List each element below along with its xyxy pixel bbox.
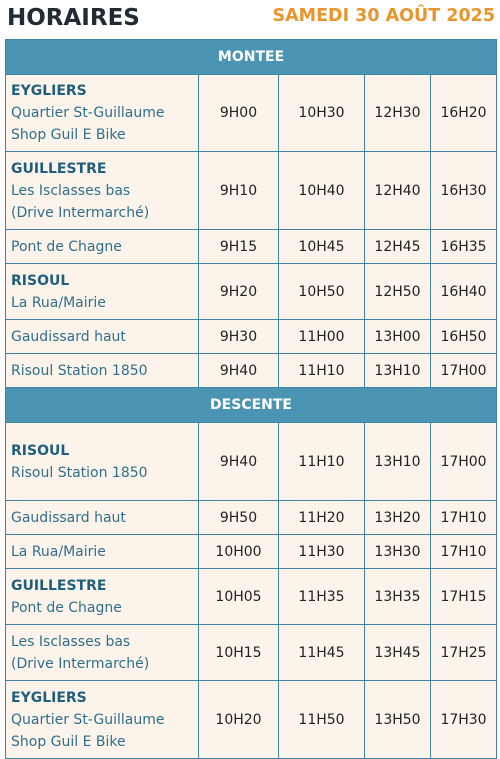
departure-time: 13H30: [365, 535, 431, 569]
departure-time: 9H40: [199, 423, 279, 501]
stop-town: GUILLESTRE: [11, 577, 107, 594]
stop-cell: [6, 152, 199, 230]
table-row: [6, 354, 497, 388]
stop-name: Shop Guil E Bike: [11, 733, 126, 750]
stop-cell: [6, 320, 199, 354]
section-header-row: [6, 388, 497, 423]
stop-name: Risoul Station 1850: [11, 464, 148, 481]
stop-name: Quartier St-Guillaume: [11, 711, 165, 728]
stop-town: EYGLIERS: [11, 83, 87, 99]
departure-time: 16H50: [431, 320, 497, 354]
schedule-body: [6, 40, 497, 759]
departure-time: 9H40: [199, 354, 279, 388]
departure-time: 9H30: [199, 320, 279, 354]
table-row: [6, 152, 497, 230]
stop-name: Gaudissard haut: [11, 328, 126, 345]
table-row: [6, 264, 497, 320]
departure-time: 13H35: [365, 569, 431, 625]
departure-time: 11H20: [279, 501, 365, 535]
departure-time: 13H00: [365, 320, 431, 354]
departure-time: 17H10: [431, 501, 497, 535]
table-row: [6, 75, 497, 152]
departure-time: 16H40: [431, 264, 497, 320]
departure-time: 9H10: [199, 152, 279, 230]
stop-cell: [6, 75, 199, 152]
departure-time: 12H45: [365, 230, 431, 264]
section-header: DESCENTE: [6, 388, 497, 423]
table-row: [6, 501, 497, 535]
stop-cell: [6, 535, 199, 569]
table-row: [6, 681, 497, 759]
departure-time: 11H10: [279, 423, 365, 501]
departure-time: 13H50: [365, 681, 431, 759]
departure-time: 16H20: [431, 75, 497, 152]
departure-time: 12H30: [365, 75, 431, 152]
table-row: [6, 569, 497, 625]
stop-name: Quartier St-Guillaume: [11, 105, 165, 121]
departure-time: 17H00: [431, 423, 497, 501]
departure-time: 9H00: [199, 75, 279, 152]
stop-name: La Rua/Mairie: [11, 294, 106, 311]
stop-name: La Rua/Mairie: [11, 543, 106, 560]
departure-time: 10H05: [199, 569, 279, 625]
departure-time: 10H50: [279, 264, 365, 320]
stop-cell: [6, 569, 199, 625]
departure-time: 10H45: [279, 230, 365, 264]
departure-time: 10H00: [199, 535, 279, 569]
section-header-row: [6, 40, 497, 75]
stop-town: RISOUL: [11, 442, 70, 459]
departure-time: 9H20: [199, 264, 279, 320]
stop-name: Pont de Chagne: [11, 238, 122, 255]
stop-name: Gaudissard haut: [11, 509, 126, 526]
departure-time: 11H10: [279, 354, 365, 388]
departure-time: 10H15: [199, 625, 279, 681]
departure-time: 16H30: [431, 152, 497, 230]
departure-time: 11H35: [279, 569, 365, 625]
departure-time: 10H20: [199, 681, 279, 759]
departure-time: 10H30: [279, 75, 365, 152]
departure-time: 17H10: [431, 535, 497, 569]
stop-name: Shop Guil E Bike: [11, 127, 126, 143]
stop-cell: [6, 230, 199, 264]
schedule-date: SAMEDI 30 AOÛT 2025: [272, 6, 495, 26]
stop-cell: [6, 354, 199, 388]
departure-time: 10H40: [279, 152, 365, 230]
departure-time: 13H20: [365, 501, 431, 535]
stop-name: (Drive Intermarché): [11, 204, 150, 221]
stop-cell: [6, 625, 199, 681]
departure-time: 11H50: [279, 681, 365, 759]
table-row: [6, 625, 497, 681]
departure-time: 11H45: [279, 625, 365, 681]
table-row: [6, 320, 497, 354]
stop-name: Pont de Chagne: [11, 599, 122, 616]
stop-name: Les Isclasses bas: [11, 182, 131, 199]
departure-time: 17H30: [431, 681, 497, 759]
departure-time: 17H25: [431, 625, 497, 681]
departure-time: 17H15: [431, 569, 497, 625]
departure-time: 12H40: [365, 152, 431, 230]
departure-time: 12H50: [365, 264, 431, 320]
stop-name: (Drive Intermarché): [11, 655, 150, 672]
page-header: [0, 0, 500, 38]
stop-town: EYGLIERS: [11, 689, 87, 706]
departure-time: 11H00: [279, 320, 365, 354]
departure-time: 17H00: [431, 354, 497, 388]
stop-cell: [6, 264, 199, 320]
table-row: [6, 230, 497, 264]
section-header: MONTEE: [6, 40, 497, 75]
departure-time: 11H30: [279, 535, 365, 569]
table-row: [6, 423, 497, 501]
stop-name: Les Isclasses bas: [11, 633, 131, 650]
stop-cell: [6, 681, 199, 759]
schedule-table: [5, 39, 497, 759]
stop-town: RISOUL: [11, 272, 70, 289]
departure-time: 16H35: [431, 230, 497, 264]
departure-time: 13H10: [365, 354, 431, 388]
stop-cell: [6, 501, 199, 535]
departure-time: 13H45: [365, 625, 431, 681]
stop-town: GUILLESTRE: [11, 160, 107, 177]
page-title: HORAIRES: [7, 5, 140, 31]
table-row: [6, 535, 497, 569]
stop-name: Risoul Station 1850: [11, 362, 148, 379]
departure-time: 13H10: [365, 423, 431, 501]
departure-time: 9H15: [199, 230, 279, 264]
stop-cell: [6, 423, 199, 501]
departure-time: 9H50: [199, 501, 279, 535]
